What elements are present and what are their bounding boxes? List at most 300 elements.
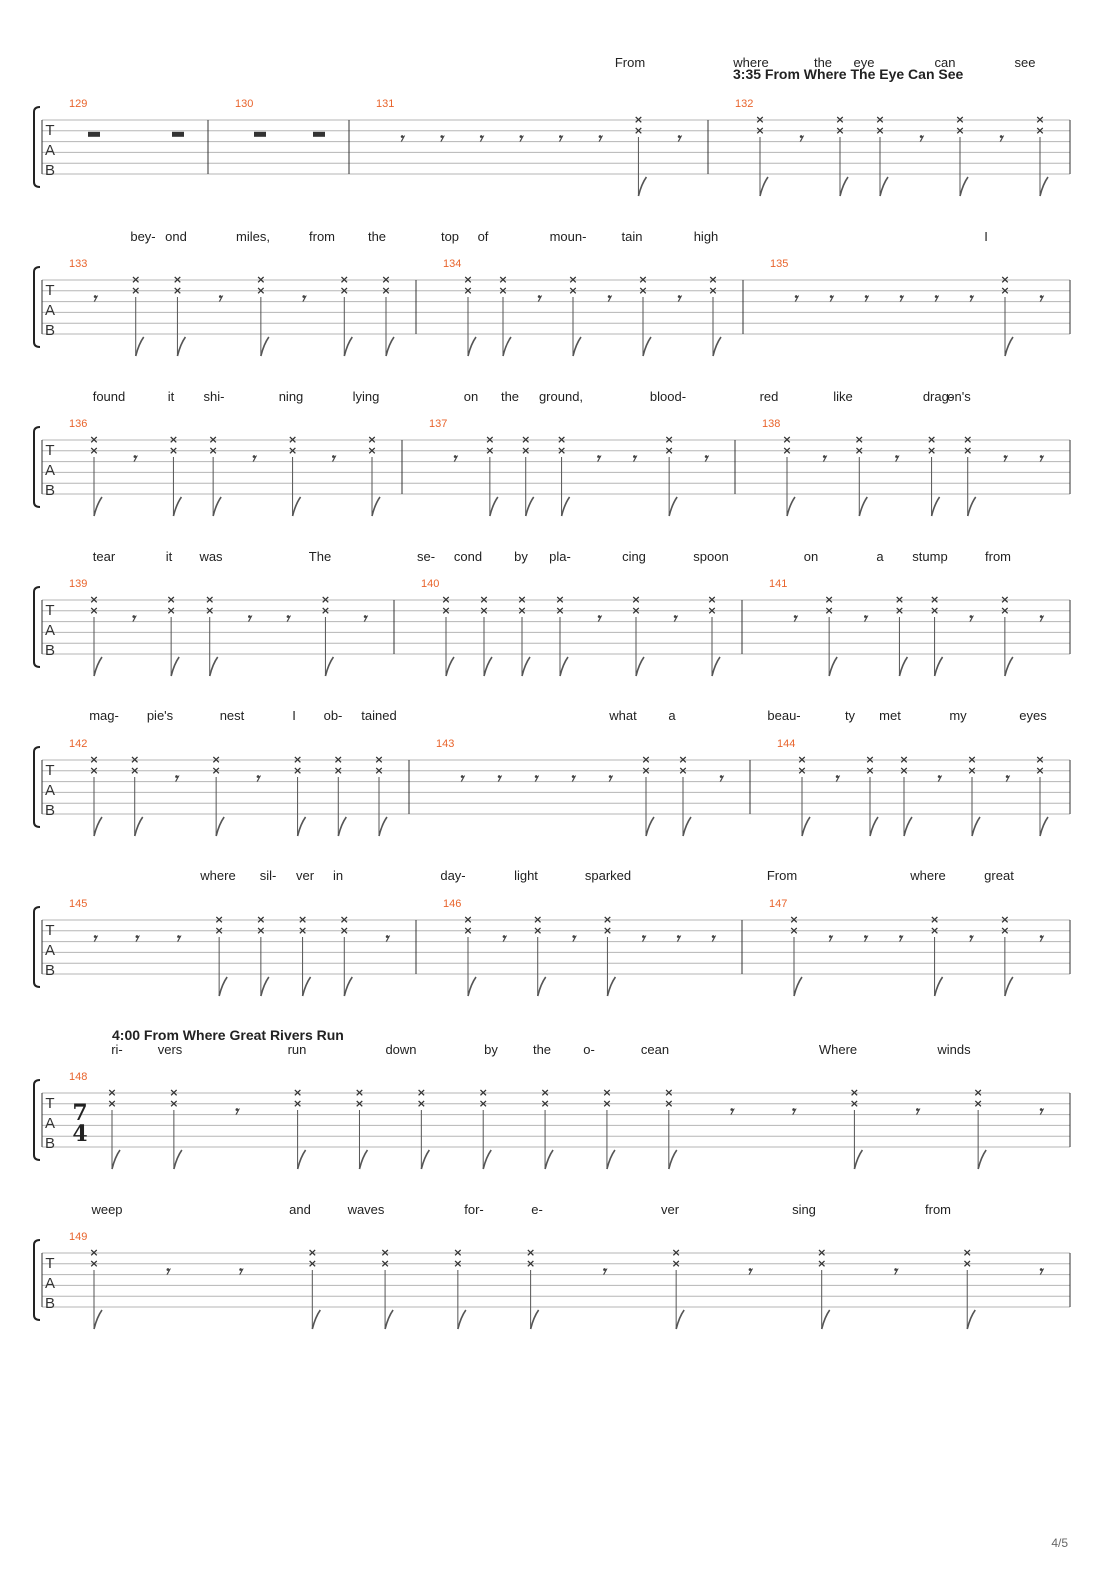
note-flag (904, 817, 912, 836)
eighth-rest: 𝄾 (595, 449, 600, 468)
eighth-rest: 𝄾 (717, 769, 723, 788)
note-flag (385, 1310, 393, 1329)
x-note-head: × (354, 1086, 365, 1099)
lyric-syllable: ob- (323, 708, 343, 723)
lyric-syllable: met (879, 708, 901, 723)
note-flag (213, 497, 221, 516)
lyric-syllable: high (693, 229, 719, 244)
eighth-rest: 𝄾 (914, 1102, 919, 1121)
note-flag (359, 1150, 367, 1169)
bar-number: 144 (777, 738, 796, 750)
tab-clef-letter: T (45, 282, 55, 299)
x-note-head: × (973, 1086, 983, 1099)
x-note-head: × (168, 433, 179, 446)
eighth-rest: 𝄾 (1037, 929, 1043, 948)
eighth-rest: 𝄾 (254, 769, 259, 788)
dead-note (865, 753, 878, 836)
tab-systems (34, 55, 1070, 1329)
lyric-syllable: was (199, 549, 223, 564)
dead-note (479, 593, 492, 676)
eighth-rest: 𝄾 (237, 1262, 242, 1281)
lyric-syllable: lying (352, 389, 380, 404)
x-note-head: × (214, 913, 224, 926)
x-note-head: × (517, 604, 527, 617)
note-flag (372, 497, 380, 516)
x-note-head: × (205, 604, 215, 617)
whole-rest (88, 132, 100, 137)
eighth-rest: 𝄾 (605, 289, 611, 308)
x-note-head: × (875, 113, 885, 126)
eighth-rest: 𝄾 (495, 769, 501, 788)
dead-note (517, 593, 530, 676)
note-flag (1005, 977, 1013, 996)
note-flag (173, 497, 181, 516)
note-flag (840, 177, 848, 196)
x-note-head: × (926, 433, 937, 446)
note-flag (94, 817, 102, 836)
x-note-head: × (1000, 604, 1010, 617)
eighth-rest: 𝄾 (932, 289, 938, 308)
tab-clef-letter: A (44, 942, 56, 959)
note-flag (854, 1150, 862, 1169)
bar-number: 131 (376, 98, 395, 110)
eighth-rest: 𝄾 (606, 769, 612, 788)
note-flag (829, 657, 837, 676)
note-flag (967, 1310, 975, 1329)
note-flag (932, 497, 940, 516)
lyric-syllable: ri- (111, 1042, 123, 1057)
x-note-head: × (641, 764, 651, 777)
x-note-head: × (556, 444, 567, 457)
dead-note (1035, 753, 1048, 836)
eighth-rest: 𝄾 (233, 1102, 238, 1121)
bar-number: 130 (235, 98, 254, 110)
dead-note (602, 1086, 615, 1169)
dead-note (498, 273, 511, 356)
whole-rest (254, 132, 266, 137)
dead-note (293, 1086, 306, 1169)
lyric-syllable: From (766, 868, 798, 883)
dead-note (463, 273, 476, 356)
tab-clef-letter: T (45, 602, 55, 619)
x-note-head: × (963, 444, 973, 457)
note-flag (210, 657, 218, 676)
dead-note (355, 1086, 368, 1169)
lyric-syllable: down (385, 1042, 417, 1057)
x-note-head: × (380, 1246, 390, 1259)
x-note-head: × (817, 1257, 827, 1270)
note-flag (802, 817, 810, 836)
eighth-rest: 𝄾 (164, 1262, 169, 1281)
lyric-syllable: cean (640, 1042, 670, 1057)
bar-number: 145 (69, 898, 88, 910)
x-note-head: × (962, 1257, 972, 1270)
dead-note (374, 753, 387, 836)
bar-number: 138 (762, 418, 781, 430)
x-note-head: × (320, 604, 331, 617)
dead-note (555, 593, 568, 676)
dead-note (288, 433, 301, 516)
x-note-head: × (478, 1097, 488, 1110)
eighth-rest: 𝄾 (827, 929, 832, 948)
tab-clef-letter: A (44, 302, 56, 319)
dead-note (89, 433, 102, 516)
eighth-rest: 𝄾 (131, 449, 136, 468)
x-note-head: × (205, 593, 215, 606)
tab-system (34, 868, 1070, 996)
x-note-head: × (131, 284, 141, 297)
tab-system (34, 549, 1070, 676)
lyric-syllable: light (514, 868, 538, 883)
bar-number: 135 (770, 258, 789, 270)
lyric-syllable: weep (91, 1202, 123, 1217)
x-note-head: × (555, 604, 565, 617)
tab-system (34, 229, 1070, 356)
x-note-head: × (955, 124, 965, 137)
dead-note (665, 433, 678, 516)
note-flag (490, 497, 498, 516)
dead-note (293, 753, 306, 836)
eighth-rest: 𝄾 (862, 289, 868, 308)
x-note-head: × (926, 444, 937, 457)
bar-number: 142 (69, 738, 88, 750)
note-flag (643, 337, 651, 356)
x-note-head: × (633, 124, 644, 137)
tab-system (34, 389, 1070, 516)
lyric-syllable: found (92, 389, 126, 404)
dead-note (340, 273, 353, 356)
x-note-head: × (214, 924, 224, 937)
dead-note (755, 113, 768, 196)
x-note-head: × (755, 113, 765, 126)
x-note-head: × (453, 1257, 463, 1270)
note-flag (712, 657, 720, 676)
lyric-syllable: the (500, 389, 520, 404)
x-note-head: × (568, 273, 578, 286)
dead-note (641, 753, 654, 836)
lyric-syllable: ver (660, 1202, 680, 1217)
lyric-syllable: mag- (89, 708, 119, 723)
tab-clef-letter: A (44, 462, 56, 479)
x-note-head: × (1000, 284, 1010, 297)
x-note-head: × (899, 753, 909, 766)
note-flag (421, 1150, 429, 1169)
x-note-head: × (89, 604, 99, 617)
dead-note (521, 433, 534, 516)
lyric-syllable: shi- (203, 389, 225, 404)
x-note-head: × (568, 284, 578, 297)
bar-number: 146 (443, 898, 462, 910)
dead-note (209, 433, 222, 516)
dead-note (967, 753, 980, 836)
x-note-head: × (168, 444, 179, 457)
eighth-rest: 𝄾 (702, 449, 708, 468)
lyric-syllable: it (165, 549, 173, 564)
eighth-rest: 𝄾 (284, 609, 289, 628)
note-flag (344, 337, 352, 356)
dead-note (130, 753, 143, 836)
note-flag (607, 977, 615, 996)
eighth-rest: 𝄾 (91, 289, 97, 308)
eighth-rest: 𝄾 (300, 289, 305, 308)
dead-note (664, 1086, 677, 1169)
eighth-rest: 𝄾 (438, 129, 443, 148)
x-note-head: × (498, 284, 508, 297)
dead-note (89, 593, 102, 676)
dead-note (1000, 593, 1013, 676)
system-bracket (34, 267, 40, 347)
x-note-head: × (854, 444, 864, 457)
x-note-head: × (211, 753, 221, 766)
x-note-head: × (664, 444, 674, 457)
lyric-syllable: where (910, 868, 946, 883)
lyric-syllable: tain (621, 229, 643, 244)
x-note-head: × (526, 1246, 536, 1259)
eighth-rest: 𝄾 (595, 609, 601, 628)
dead-note (173, 273, 186, 356)
dead-note (817, 1246, 830, 1329)
note-flag (261, 977, 269, 996)
eighth-rest: 𝄾 (862, 609, 867, 628)
x-note-head: × (967, 764, 977, 777)
eighth-rest: 𝄾 (330, 449, 335, 468)
eighth-rest: 𝄾 (862, 929, 867, 948)
x-note-head: × (894, 593, 905, 606)
note-flag (219, 977, 227, 996)
note-flag (636, 657, 644, 676)
bar-number: 132 (735, 98, 754, 110)
x-note-head: × (782, 433, 792, 446)
dead-note (707, 593, 720, 676)
note-flag (669, 1150, 677, 1169)
bar-number: 136 (69, 418, 88, 430)
note-flag (935, 657, 943, 676)
x-note-head: × (521, 433, 531, 446)
x-note-head: × (256, 913, 266, 926)
note-flag (135, 817, 143, 836)
x-note-head: × (339, 924, 349, 937)
lyric-syllable: where (733, 55, 769, 70)
note-flag (1040, 177, 1048, 196)
x-note-head: × (307, 1246, 317, 1259)
x-note-head: × (130, 764, 140, 777)
dead-note (974, 1086, 987, 1169)
note-flag (538, 977, 546, 996)
lyric-syllable: From (614, 55, 646, 70)
lyric-syllable: where (200, 868, 236, 883)
tab-clef-letter: T (45, 762, 55, 779)
bar-number: 129 (69, 98, 88, 110)
lyric-syllable: from (985, 549, 1011, 564)
system-bracket (34, 587, 40, 667)
x-note-head: × (292, 764, 303, 777)
x-note-head: × (521, 444, 531, 457)
lyric-syllable: eyes (1019, 708, 1047, 723)
dead-note (825, 593, 838, 676)
eighth-rest: 𝄾 (821, 449, 826, 468)
x-note-head: × (339, 273, 349, 286)
lyric-syllable: sil- (259, 868, 277, 883)
dead-note (89, 1246, 102, 1329)
x-note-head: × (671, 1257, 681, 1270)
dead-note (963, 433, 976, 516)
dead-note (463, 913, 476, 996)
lyric-syllable: see (1014, 55, 1036, 70)
x-note-head: × (789, 924, 799, 937)
dead-note (334, 753, 347, 836)
lyric-syllable: sing (792, 1202, 816, 1217)
x-note-head: × (526, 1257, 536, 1270)
dead-note (782, 433, 795, 516)
x-note-head: × (789, 913, 799, 926)
x-note-head: × (374, 764, 384, 777)
dead-note (308, 1246, 321, 1329)
x-note-head: × (797, 764, 807, 777)
page-number: 4/5 (1051, 1536, 1068, 1550)
x-note-head: × (638, 284, 648, 297)
dead-note (212, 753, 225, 836)
section-marker: 4:00 From Where Great Rivers Run (112, 1027, 344, 1043)
x-note-head: × (479, 604, 489, 617)
dead-note (256, 913, 269, 996)
tab-clef-letter: B (44, 162, 56, 179)
lyric-syllable: eye (853, 55, 875, 70)
lyric-syllable: tear (92, 549, 116, 564)
x-note-head: × (89, 764, 99, 777)
x-note-head: × (166, 593, 176, 606)
eighth-rest: 𝄾 (1037, 449, 1043, 468)
dead-note (603, 913, 616, 996)
note-flag (960, 177, 968, 196)
lyric-syllable: on (463, 389, 479, 404)
eighth-rest: 𝄾 (790, 1102, 795, 1121)
x-note-head: × (1000, 593, 1010, 606)
eighth-rest: 𝄾 (532, 769, 538, 788)
note-flag (880, 177, 888, 196)
x-note-head: × (540, 1086, 550, 1099)
eighth-rest: 𝄾 (1001, 449, 1006, 468)
eighth-rest: 𝄾 (1037, 1102, 1043, 1121)
tab-clef-letter: B (44, 802, 56, 819)
note-flag (607, 1150, 615, 1169)
dead-note (708, 273, 721, 356)
lyric-syllable: the (367, 229, 387, 244)
x-note-head: × (671, 1246, 681, 1259)
note-flag (386, 337, 394, 356)
tab-system (34, 1027, 1070, 1169)
x-note-head: × (1035, 124, 1045, 137)
lyric-syllable: the (813, 55, 833, 70)
eighth-rest: 𝄾 (133, 929, 138, 948)
whole-rest (172, 132, 184, 137)
dead-note (963, 1246, 976, 1329)
note-flag (293, 497, 301, 516)
dead-note (638, 273, 651, 356)
note-flag (646, 817, 654, 836)
x-note-head: × (463, 913, 473, 926)
tab-clef-letter: T (45, 122, 55, 139)
tab-clef-letter: T (45, 442, 55, 459)
dead-note (895, 593, 908, 676)
x-note-head: × (287, 444, 298, 457)
lyric-syllable: by (514, 549, 528, 564)
tab-clef-letter: B (44, 962, 56, 979)
note-flag (303, 977, 311, 996)
x-note-head: × (333, 764, 343, 777)
x-note-head: × (89, 593, 99, 606)
note-flag (573, 337, 581, 356)
note-flag (468, 337, 476, 356)
x-note-head: × (441, 604, 451, 617)
dead-note (479, 1086, 492, 1169)
note-flag (1005, 657, 1013, 676)
note-flag (760, 177, 768, 196)
x-note-head: × (602, 1086, 612, 1099)
section-marker: 3:35 From Where The Eye Can See (733, 66, 964, 82)
x-note-head: × (307, 1257, 317, 1270)
tab-system (34, 708, 1070, 836)
x-note-head: × (967, 753, 977, 766)
x-note-head: × (1000, 924, 1010, 937)
tab-clef-letter: T (45, 1255, 55, 1272)
tab-system (34, 1202, 1070, 1329)
eighth-rest: 𝄾 (398, 129, 404, 148)
dead-note (1035, 113, 1048, 196)
x-note-head: × (678, 764, 688, 777)
bar-number: 143 (436, 738, 455, 750)
eighth-rest: 𝄾 (897, 289, 903, 308)
x-note-head: × (708, 273, 718, 286)
dead-note (797, 753, 810, 836)
note-flag (458, 1310, 466, 1329)
eighth-rest: 𝄾 (640, 929, 645, 948)
eighth-rest: 𝄾 (175, 929, 180, 948)
dead-note (540, 1086, 553, 1169)
x-note-head: × (755, 124, 765, 137)
eighth-rest: 𝄾 (596, 129, 601, 148)
x-note-head: × (540, 1097, 550, 1110)
x-note-head: × (849, 1086, 860, 1099)
note-flag (531, 1310, 539, 1329)
x-note-head: × (89, 1257, 99, 1270)
lyric-syllable: ning (278, 389, 304, 404)
eighth-rest: 𝄾 (601, 1262, 606, 1281)
x-note-head: × (485, 444, 495, 457)
note-flag (669, 497, 677, 516)
x-note-head: × (638, 273, 648, 286)
eighth-rest: 𝄾 (827, 289, 833, 308)
x-note-head: × (297, 924, 308, 937)
x-note-head: × (169, 1086, 179, 1099)
time-signature-bottom: 4 (72, 1121, 88, 1147)
note-flag (1040, 817, 1048, 836)
note-flag (261, 337, 269, 356)
x-note-head: × (633, 113, 644, 126)
dead-note (380, 1246, 393, 1329)
x-note-head: × (556, 433, 567, 446)
eighth-rest: 𝄾 (246, 609, 251, 628)
eighth-rest: 𝄾 (517, 129, 522, 148)
note-flag (298, 817, 306, 836)
eighth-rest: 𝄾 (535, 289, 541, 308)
bar-number: 149 (69, 1231, 88, 1243)
x-note-head: × (169, 1097, 179, 1110)
eighth-rest: 𝄾 (917, 129, 923, 148)
lyric-syllable: drag- (922, 389, 954, 404)
lyric-syllable: from (309, 229, 335, 244)
x-note-head: × (292, 753, 303, 766)
note-flag (468, 977, 476, 996)
